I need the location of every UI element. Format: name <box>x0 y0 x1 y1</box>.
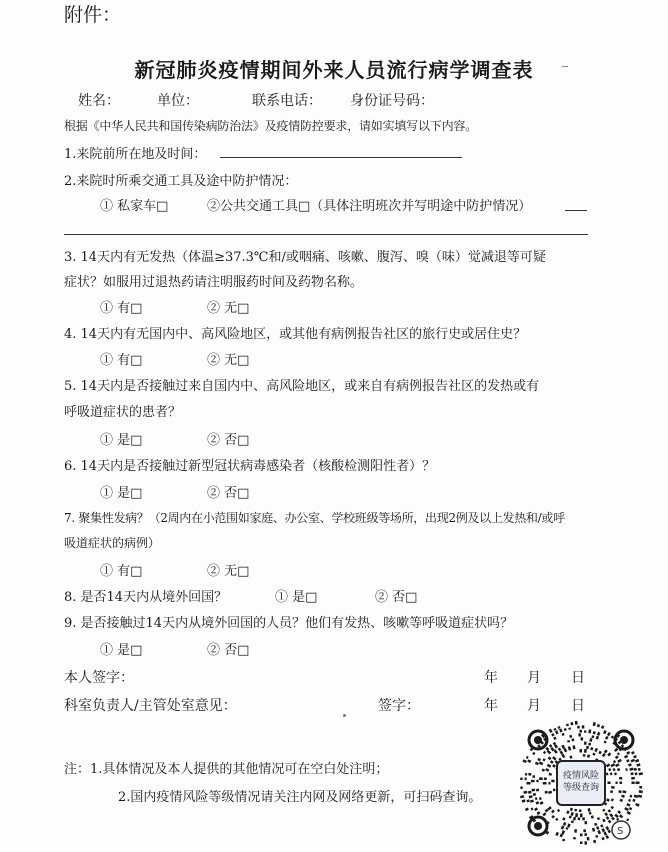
qr-dot <box>557 726 560 729</box>
qr-dot <box>632 782 635 785</box>
answer-line-2a <box>565 210 587 211</box>
qr-dot <box>596 736 599 740</box>
qr-dot <box>621 795 625 798</box>
qr-dot <box>560 834 563 838</box>
qr-dot <box>617 768 620 771</box>
question-4: 4. 14天内有无国内中、高风险地区，或其他有病例报告社区的旅行史或居住史？ <box>64 327 527 342</box>
qr-dot <box>539 797 542 800</box>
qr-dot <box>633 755 637 759</box>
qr-dot <box>520 786 523 789</box>
qr-dot <box>531 780 535 783</box>
qr-dot <box>551 815 555 819</box>
qr-finder-dot <box>620 736 628 744</box>
q3-option-yes: ① 有□ <box>100 301 143 316</box>
qr-dot <box>536 789 539 792</box>
qr-dot <box>584 833 587 836</box>
self-sign-month: 月 <box>527 670 541 686</box>
qr-dot <box>551 810 555 814</box>
qr-dot <box>561 825 565 829</box>
qr-dot <box>594 748 598 752</box>
qr-dot <box>617 759 622 763</box>
q5-option-yes: ① 是□ <box>100 433 143 448</box>
qr-dot <box>574 829 577 833</box>
qr-dot <box>536 780 538 783</box>
qr-dot <box>584 749 587 753</box>
qr-dot <box>614 772 617 775</box>
qr-dot <box>583 829 586 832</box>
qr-dot <box>535 797 538 800</box>
qr-dot <box>606 772 609 775</box>
qr-dot <box>601 725 604 729</box>
qr-dot <box>604 812 608 816</box>
qr-dot <box>549 744 553 748</box>
qr-finder-dot <box>534 822 542 830</box>
question-3-cont: 症状？如服用过退热药请注明服药时间及药物名称。 <box>64 275 364 290</box>
qr-center-badge <box>556 760 606 806</box>
qr-label-line2: 等级查询 <box>562 783 599 793</box>
dept-sign-label: 签字： <box>378 698 420 714</box>
qr-dot <box>571 738 574 741</box>
qr-dot <box>636 763 640 766</box>
qr-finder-dot <box>534 736 542 744</box>
qr-dot <box>624 755 628 759</box>
dept-sign-month: 月 <box>527 698 541 714</box>
qr-dot <box>524 777 526 780</box>
qr-dot <box>528 791 532 794</box>
qr-dot <box>532 752 535 755</box>
qr-dot <box>625 768 628 771</box>
qr-dot <box>568 727 571 729</box>
qr-dot <box>540 801 544 805</box>
qr-dot <box>611 786 615 789</box>
qr-dot <box>525 773 527 776</box>
qr-dot <box>553 736 557 740</box>
qr-dot <box>631 777 635 780</box>
qr-dot <box>619 777 622 780</box>
q2-option-public: ②公共交通工具□（具体注明班次并写明途中防护情况） <box>207 199 532 214</box>
q6-option-no: ② 否□ <box>207 486 250 501</box>
qr-dot <box>618 790 621 793</box>
qr-dot <box>619 814 623 818</box>
header-name-label: 姓名： <box>78 93 120 109</box>
qr-dot <box>634 795 638 798</box>
question-6: 6. 14天内是否接触过新型冠状病毒感染者（核酸检测阳性者）？ <box>64 459 436 474</box>
qr-dot <box>532 775 535 778</box>
qr-dot <box>605 835 609 839</box>
qr-dot <box>610 772 613 775</box>
qr-dot <box>626 818 629 821</box>
qr-dot <box>580 814 583 818</box>
qr-dot <box>606 763 610 767</box>
qr-dot <box>597 830 601 834</box>
qr-dot <box>558 747 562 751</box>
qr-dot <box>575 813 578 817</box>
qr-dot <box>542 812 546 816</box>
qr-dot <box>528 773 531 776</box>
qr-dot <box>590 747 593 750</box>
qr-dot <box>539 761 544 765</box>
qr-dot <box>569 735 572 738</box>
qr-dot <box>573 837 576 839</box>
qr-dot <box>563 822 566 826</box>
qr-dot <box>613 760 616 763</box>
qr-dot <box>543 751 546 754</box>
q7-option-no: ② 无□ <box>207 564 250 579</box>
qr-dot <box>537 758 541 762</box>
answer-line-2b <box>64 234 588 235</box>
qr-dot <box>580 842 583 845</box>
qr-dot <box>543 782 547 785</box>
qr-dot <box>608 768 611 771</box>
qr-dot <box>523 791 527 794</box>
qr-dot <box>620 782 623 785</box>
qr-dot <box>602 819 606 823</box>
qr-dot <box>537 811 541 815</box>
q8-option-yes: ① 是□ <box>275 590 318 605</box>
qr-dot <box>616 818 619 821</box>
dept-opinion-label: 科室负责人/主管处室意见： <box>64 698 237 714</box>
qr-dot <box>589 812 592 815</box>
qr-dot <box>526 756 529 759</box>
question-1: 1.来院前所在地及时间： <box>64 147 207 162</box>
qr-dot <box>520 777 523 780</box>
qr-dot <box>626 811 631 815</box>
qr-dot <box>567 740 570 743</box>
qr-dot <box>611 798 614 801</box>
qr-dot <box>616 782 618 785</box>
qr-dot <box>582 725 585 728</box>
qr-dot <box>631 759 635 763</box>
qr-dot <box>602 753 606 757</box>
qr-dot <box>566 724 569 727</box>
qr-dot <box>562 839 565 842</box>
qr-dot <box>566 810 570 814</box>
qr-dot <box>549 782 551 785</box>
qr-dot <box>580 730 583 733</box>
qr-dot <box>606 798 610 802</box>
qr-dot <box>630 772 633 775</box>
attachment-label: 附件： <box>64 4 122 26</box>
qr-dot <box>639 772 643 775</box>
qr-dot <box>600 824 603 827</box>
form-title: 新冠肺炎疫情期间外来人员流行病学调查表 <box>134 58 534 82</box>
dept-sign-day: 日 <box>571 698 585 714</box>
qr-dot <box>549 729 553 733</box>
qr-dot <box>568 746 572 751</box>
qr-dot <box>615 763 620 767</box>
qr-dot <box>591 735 594 738</box>
qr-dot <box>593 722 596 726</box>
qr-dot <box>605 736 609 740</box>
qr-dot <box>634 768 637 771</box>
qr-dot <box>542 768 545 771</box>
qr-dot <box>606 816 610 820</box>
qr-dot <box>579 809 582 812</box>
question-5-cont: 呼吸道症状的患者？ <box>64 405 182 420</box>
qr-dot <box>601 837 604 840</box>
qr-dot <box>639 790 643 793</box>
qr-dot <box>635 759 639 763</box>
qr-dot <box>570 722 573 725</box>
qr-dot <box>584 741 587 744</box>
qr-dot <box>602 809 605 812</box>
qr-dot <box>520 795 524 798</box>
qr-dot <box>571 820 574 823</box>
qr-dot <box>589 738 592 742</box>
q2-option-car: ① 私家车□ <box>100 199 169 214</box>
qr-dot <box>526 799 529 802</box>
qr-dot <box>527 782 531 785</box>
qr-dot <box>550 760 554 764</box>
qr-dot <box>595 835 598 838</box>
q6-option-yes: ① 是□ <box>100 486 143 501</box>
qr-dot <box>626 751 630 755</box>
qr-dot <box>597 732 600 736</box>
qr-dot <box>522 759 526 763</box>
qr-dot <box>565 827 568 830</box>
qr-dot <box>580 834 583 837</box>
qr-dot <box>561 733 564 736</box>
question-7-cont: 吸道症状的病例） <box>64 536 161 550</box>
qr-dot <box>610 763 615 767</box>
qr-dot <box>597 724 600 727</box>
qr-dot <box>553 728 556 731</box>
qr-dot <box>563 748 567 753</box>
qr-dot <box>570 812 573 816</box>
qr-dot <box>593 840 596 843</box>
qr-dot <box>555 818 558 821</box>
qr-dot <box>635 772 638 775</box>
qr-dot <box>561 830 565 835</box>
q4-option-no: ② 无□ <box>207 353 250 368</box>
question-5: 5. 14天内是否接触过来自国内中、高风险地区，或来自有病例报告社区的发热或有 <box>64 379 540 394</box>
qr-dot <box>544 791 547 794</box>
qr-dot <box>597 817 600 820</box>
qr-dot <box>545 768 549 772</box>
qr-dot <box>601 828 605 832</box>
qr-dot <box>570 807 573 811</box>
qr-dot <box>577 726 580 729</box>
qr-dot <box>584 730 587 732</box>
q7-option-yes: ① 有□ <box>100 564 143 579</box>
qr-label-line1: 疫情风险 <box>562 771 599 781</box>
qr-dot <box>587 754 590 757</box>
qr-dot <box>574 809 577 812</box>
header-id-label: 身份证号码： <box>350 93 434 109</box>
qr-dot <box>536 801 540 804</box>
qr-dot <box>604 749 608 753</box>
question-8: 8. 是否14天内从境外回国？ <box>64 590 228 605</box>
qr-dot <box>557 809 560 812</box>
dept-sign-year: 年 <box>484 698 498 714</box>
qr-dot <box>598 751 602 755</box>
qr-dot <box>631 751 635 755</box>
qr-dot <box>617 810 621 814</box>
qr-dot <box>529 795 533 798</box>
qr-dot <box>591 815 594 818</box>
qr-dot <box>629 767 633 770</box>
qr-dot <box>567 823 570 827</box>
qr-dot <box>547 764 552 768</box>
qr-dot <box>531 789 535 792</box>
qr-dot <box>607 829 611 833</box>
answer-line-1 <box>220 157 462 158</box>
scan-mark <box>562 66 568 67</box>
intro-text: 根据《中华人民共和国传染病防治法》及疫情防控要求，请如实填写以下内容。 <box>64 119 478 133</box>
qr-dot <box>551 733 554 737</box>
qr-dot <box>584 821 587 824</box>
qr-dot <box>620 799 624 802</box>
question-2: 2.来院时所乘交通工具及途中防护情况： <box>64 174 298 189</box>
qr-dot <box>607 752 611 756</box>
qr-dot <box>608 782 611 785</box>
qr-dot <box>593 731 596 734</box>
qr-dot <box>588 729 591 733</box>
qr-dot <box>525 807 529 811</box>
scan-speck <box>343 714 346 717</box>
qr-dot <box>629 807 632 810</box>
qr-dot <box>581 737 584 740</box>
note-1: 注：1.具体情况及本人提供的其他情况可在空白处注明； <box>64 762 389 777</box>
qr-code-icon[interactable] <box>516 718 646 848</box>
qr-dot <box>575 721 578 725</box>
question-7: 7. 聚集性发病？（2周内在小范围如家庭、办公室、学校班级等场所，出现2例及以上发热和/或呼 <box>64 511 565 525</box>
qr-dot <box>573 817 576 821</box>
qr-dot <box>632 799 635 802</box>
qr-dot <box>551 780 555 783</box>
qr-dot <box>592 753 595 756</box>
question-9: 9. 是否接触过14天内从境外回国的人员？他们有发热、咳嗽等呼吸道症状吗？ <box>64 616 514 631</box>
qr-dot <box>613 768 616 771</box>
qr-dot <box>611 817 615 821</box>
qr-dot <box>548 756 552 760</box>
qr-dot <box>586 746 589 750</box>
qr-dot <box>530 799 534 803</box>
qr-dot <box>592 828 595 832</box>
qr-dot <box>533 793 536 796</box>
qr-dot <box>638 768 641 771</box>
qr-dot <box>622 790 626 793</box>
qr-dot <box>578 733 581 736</box>
header-unit-label: 单位： <box>157 93 199 109</box>
qr-dot <box>527 759 531 763</box>
qr-dot <box>530 807 533 810</box>
qr-dot <box>603 730 607 734</box>
qr-dot <box>615 755 619 759</box>
qr-dot <box>610 790 613 793</box>
qr-dot <box>639 786 642 789</box>
qr-dot <box>638 795 642 798</box>
qr-dot <box>548 791 552 794</box>
qr-dot <box>582 817 585 820</box>
qr-dot <box>555 730 559 734</box>
qr-dot <box>607 732 611 736</box>
qr-dot <box>583 754 586 757</box>
qr-dot <box>596 826 599 830</box>
q9-option-yes: ① 是□ <box>100 643 143 658</box>
qr-dot <box>572 745 575 749</box>
qr-dot <box>605 826 609 830</box>
qr-dot <box>584 841 587 845</box>
qr-dot <box>626 759 630 762</box>
qr-dot <box>608 809 612 813</box>
svg-text:S: S <box>617 826 624 837</box>
qr-dot <box>594 823 597 826</box>
self-sign-day: 日 <box>571 670 585 686</box>
qr-dot <box>611 735 614 738</box>
qr-dot <box>522 799 526 802</box>
qr-dot <box>549 773 552 776</box>
qr-dot <box>552 756 556 760</box>
qr-dot <box>624 807 629 811</box>
qr-dot <box>604 740 607 743</box>
q8-option-no: ② 否□ <box>375 590 418 605</box>
qr-dot <box>608 820 612 824</box>
q9-option-no: ② 否□ <box>207 643 250 658</box>
q4-option-yes: ① 有□ <box>100 353 143 368</box>
qr-dot <box>561 754 565 759</box>
qr-dot <box>544 777 547 780</box>
qr-dot <box>578 817 581 820</box>
qr-dot <box>636 782 640 785</box>
qr-dot <box>569 755 572 758</box>
qr-dot <box>562 817 565 821</box>
question-3: 3. 14天内有无发热（体温≥37.3℃和/或咽痛、咳嗽、腹泻、嗅（味）觉减退等可疑 <box>64 250 546 265</box>
qr-dot <box>603 832 607 836</box>
qr-dot <box>626 803 630 807</box>
qr-dot <box>564 728 567 731</box>
qr-dot <box>534 807 538 811</box>
q3-option-no: ② 无□ <box>207 301 250 316</box>
qr-dot <box>617 752 620 755</box>
q5-option-no: ② 否□ <box>207 433 250 448</box>
qr-dot <box>535 762 539 766</box>
qr-dot <box>587 837 590 841</box>
qr-dot <box>588 743 591 746</box>
qr-dot <box>542 758 545 761</box>
note-2: 2.国内疫情风险等级情况请关注内网及网络更新，可扫码查询。 <box>118 790 482 805</box>
qr-dot <box>614 814 618 818</box>
qr-dot <box>628 763 632 766</box>
self-signature-label: 本人签字： <box>64 670 134 686</box>
qr-dot <box>559 728 563 732</box>
qr-dot <box>635 803 640 807</box>
self-sign-year: 年 <box>484 670 498 686</box>
qr-dot <box>628 799 631 802</box>
qr-dot <box>629 795 632 798</box>
qr-dot <box>580 749 583 752</box>
qr-dot <box>555 832 559 836</box>
qr-dot <box>539 777 543 780</box>
qr-dot <box>611 806 615 810</box>
header-phone-label: 联系电话： <box>252 93 322 109</box>
qr-dot <box>587 808 590 812</box>
qr-dot <box>609 813 613 817</box>
qr-dot <box>569 815 572 818</box>
qr-dot <box>561 745 565 749</box>
